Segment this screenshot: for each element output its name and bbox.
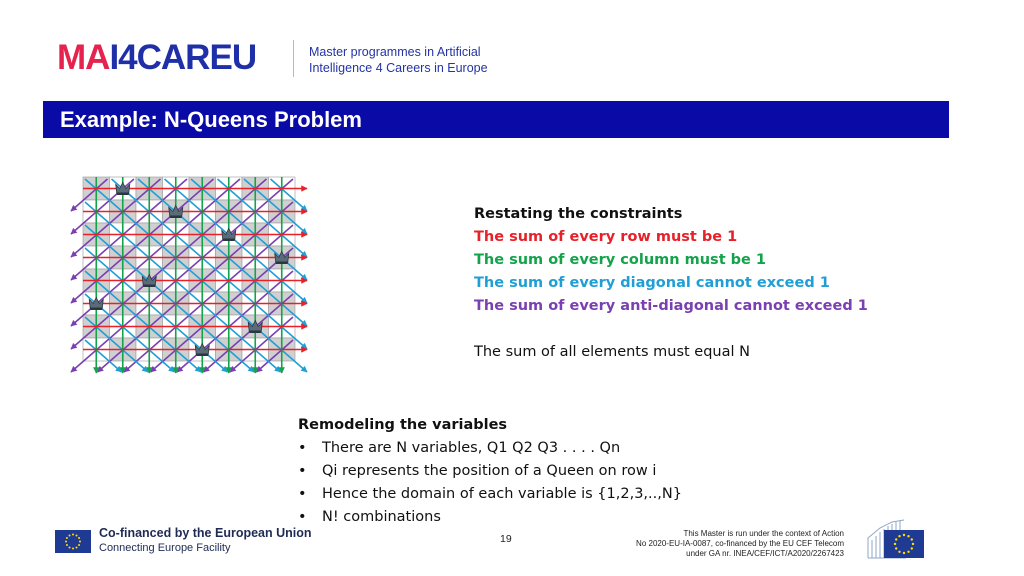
bullet-icon: • bbox=[298, 509, 307, 525]
list-item bbox=[298, 483, 682, 506]
flag-star bbox=[66, 544, 68, 546]
flag-star bbox=[65, 541, 67, 543]
diagonal-constraint: The sum of every diagonal cannot exceed 1 bbox=[474, 275, 830, 291]
eu-flag-icon bbox=[55, 530, 91, 553]
row-constraint: The sum of every row must be 1 bbox=[474, 229, 738, 245]
anti-diagonal-constraint: The sum of every anti-diagonal cannot exceed 1 bbox=[474, 298, 868, 314]
action-line-1: This Master is run under the context of Action bbox=[683, 529, 844, 538]
tagline-line-1: Master programmes in Artificial bbox=[309, 45, 481, 59]
flag-star bbox=[76, 547, 78, 549]
list-item-text: There are N variables, Q1 Q2 Q3 . . . . Qn bbox=[322, 440, 621, 456]
n-queens-board-diagram bbox=[20, 165, 320, 410]
remodel-block bbox=[298, 414, 682, 529]
flag-star bbox=[894, 543, 896, 545]
action-line-2: No 2020-EU-IA-0087, co-financed by the EU CEF Telecom bbox=[636, 539, 844, 548]
action-line-3: under GA nr. INEA/CEF/ICT/A2020/2267423 bbox=[686, 549, 844, 558]
logo-part-i4car: I4CAR bbox=[109, 38, 210, 77]
bullet-icon: • bbox=[298, 486, 307, 502]
european-commission-logo bbox=[866, 514, 972, 560]
constraints-heading: Restating the constraints bbox=[474, 206, 683, 222]
bullet-icon: • bbox=[298, 463, 307, 479]
page-number: 19 bbox=[500, 533, 512, 545]
logo-part-eu: EU bbox=[209, 38, 257, 77]
list-item-text: N! combinations bbox=[322, 509, 441, 525]
tagline-line-2: Intelligence 4 Careers in Europe bbox=[309, 61, 488, 75]
column-constraint: The sum of every column must be 1 bbox=[474, 252, 767, 268]
list-item bbox=[298, 460, 682, 483]
flag-star bbox=[66, 537, 68, 539]
mai4careu-logo bbox=[57, 40, 256, 76]
flag-star bbox=[72, 548, 74, 550]
title-bar bbox=[43, 101, 949, 138]
flag-star bbox=[78, 544, 80, 546]
flag-star bbox=[69, 534, 71, 536]
list-item-text: Qi represents the position of a Queen on row i bbox=[322, 463, 657, 479]
action-notice bbox=[584, 529, 844, 559]
flag-star bbox=[903, 534, 905, 536]
slide-title: Example: N-Queens Problem bbox=[60, 107, 362, 132]
flag-star bbox=[895, 538, 897, 540]
flag-star bbox=[898, 535, 900, 537]
flag-star bbox=[912, 543, 914, 545]
logo-divider bbox=[293, 40, 294, 77]
remodel-heading: Remodeling the variables bbox=[298, 417, 508, 433]
constraints-block bbox=[474, 203, 868, 364]
remodel-list bbox=[298, 437, 682, 529]
total-constraint: The sum of all elements must equal N bbox=[474, 344, 750, 360]
flag-star bbox=[907, 535, 909, 537]
list-item-text: Hence the domain of each variable is {1,2,3,..,N} bbox=[322, 486, 682, 502]
bullet-icon: • bbox=[298, 440, 307, 456]
flag-star bbox=[895, 547, 897, 549]
list-item bbox=[298, 506, 682, 529]
flag-star bbox=[79, 541, 81, 543]
flag-star bbox=[78, 537, 80, 539]
flag-star bbox=[911, 547, 913, 549]
flag-star bbox=[76, 534, 78, 536]
flag-star bbox=[72, 534, 74, 536]
flag-star bbox=[69, 547, 71, 549]
flag-star bbox=[907, 551, 909, 553]
cef-text: Connecting Europe Facility bbox=[99, 542, 231, 554]
list-item bbox=[298, 437, 682, 460]
flag-star bbox=[898, 551, 900, 553]
flag-star bbox=[903, 552, 905, 554]
flag-star bbox=[911, 538, 913, 540]
eu-cofinanced-text: Co-financed by the European Union bbox=[99, 526, 312, 540]
tagline bbox=[309, 44, 488, 76]
logo-part-ma: MA bbox=[57, 38, 110, 77]
